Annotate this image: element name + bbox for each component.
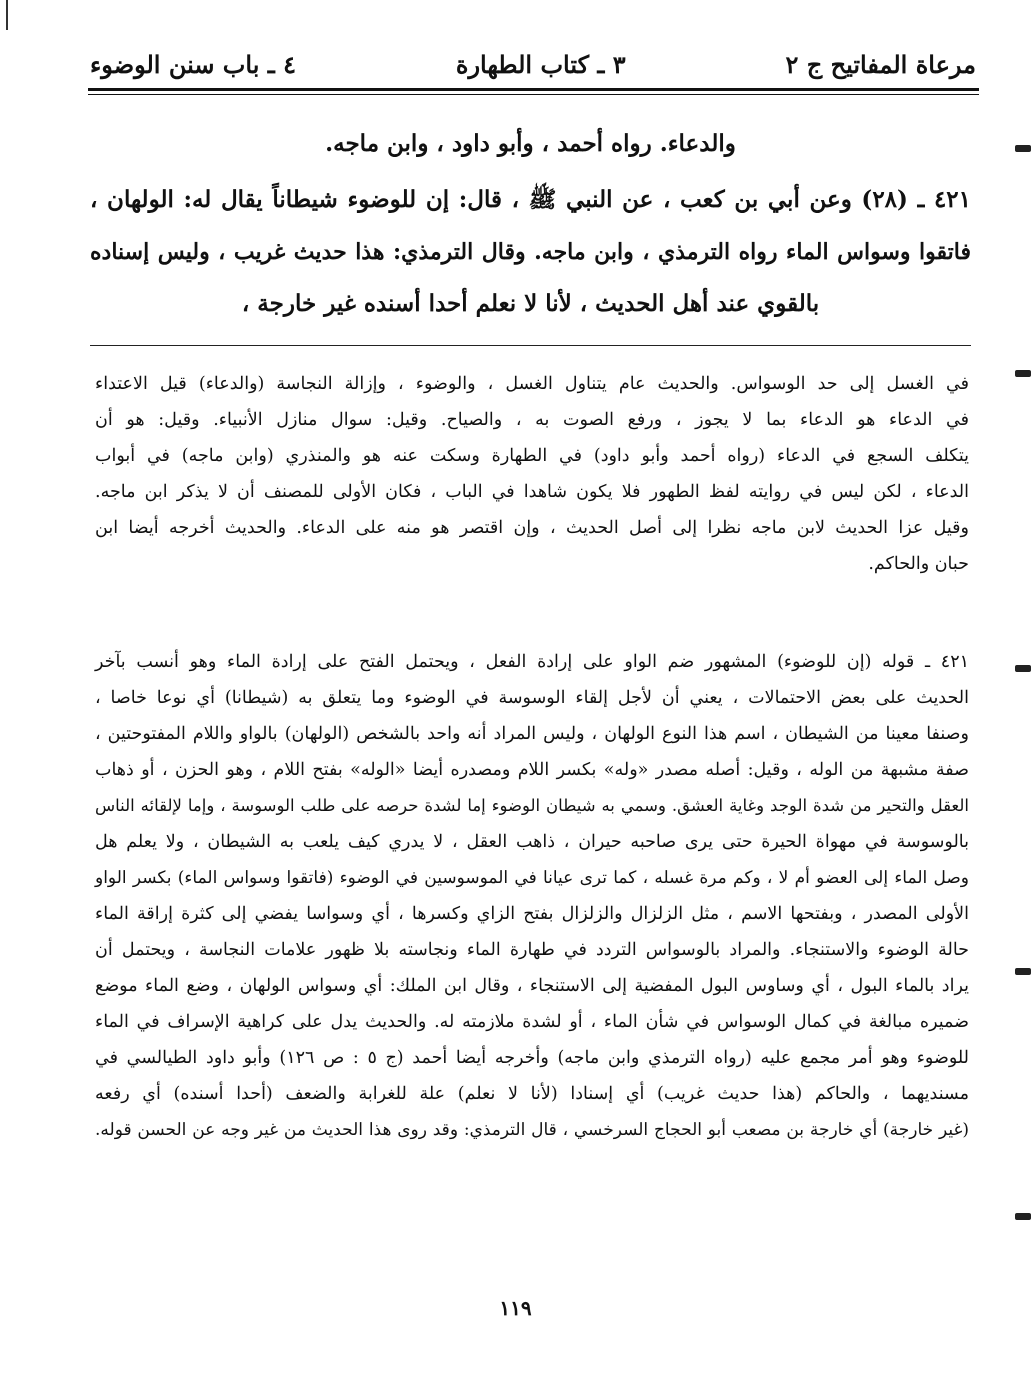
commentary-paragraph-2 (95, 644, 969, 1148)
scan-edge-mark (1015, 1213, 1031, 1220)
matn-line: فاتقوا وسواس الماء رواه الترمذي ، وابن ماجه. وقال الترمذي: هذا حديث غريب ، وليس إسناده (90, 239, 971, 265)
matn-hadith-421 (90, 174, 971, 330)
matn-continuation (90, 118, 971, 170)
crop-mark (6, 0, 8, 30)
commentary-line: للوضوء وهو أمر مجمع عليه (رواه الترمذي وابن ماجه) وأخرجه أيضا أحمد (ج ٥ : ص ١٢٦) وأبو داود الطيالسي في (95, 1048, 969, 1068)
matn-sharh-divider (90, 345, 971, 346)
commentary-line: حالة الوضوء والاستنجاء. والمراد بالوسواس التردد في طهارة الماء ونجاسته بلا ظهور علامات النجاسة ، ويحتمل أن (95, 940, 969, 960)
scan-edge-mark (1015, 370, 1031, 377)
commentary-line: (غير خارجة) أي خارجة بن مصعب أبو الحجاج السرخسي ، قال الترمذي: وقد روى هذا الحديث من غير وجه عن الحسن قوله. (95, 1120, 969, 1140)
commentary-line: وصل الماء إلى العضو أم لا ، وكم مرة غسله ، كما ترى عيانا في الموسوسين في الوضوء (فاتقوا وسواس الماء) بكسر الواو (95, 868, 969, 888)
chapter-title: ٣ ـ كتاب الطهارة (455, 49, 626, 79)
commentary-line: وصنفا معينا من الشيطان ، اسم هذا النوع الولهان ، وليس المراد أنه واحد بالشخص (الولهان) بالواو واللام المفتوحتين ، (95, 724, 969, 744)
commentary-line: بالوسوسة في مهواة الحيرة حتى يرى صاحبه حيران ، ذاهب العقل ، لا يدري كيف يلعب به الشيطان ، ولا يعلم هل (95, 832, 969, 852)
matn-line: ٤٢١ ـ (٢٨) وعن أبي بن كعب ، عن النبي ﷺ ، قال: إن للوضوء شيطاناً يقال له: الولهان ، (90, 186, 971, 213)
commentary-line: مسنديهما ، والحاكم (هذا حديث غريب) أي إسنادا (لأنا لا نعلم) علة للغرابة والضعف (أحدا أسنده) أي رفعه (95, 1084, 969, 1104)
commentary-line: الأولى المصدر ، وبفتحها الاسم ، مثل الزلزال والزلزال بفتح الزاي وكسرها ، أي وسواسا يفضي إلى كثرة إراقة الماء (95, 904, 969, 924)
commentary-line: وقيل عزا الحديث لابن ماجه نظرا إلى أصل الحديث ، وإن اقتصر هو منه على الدعاء. والحديث أخرجه أيضا ابن (95, 518, 969, 538)
scan-edge-mark (1015, 145, 1031, 152)
commentary-line: العقل والتحير من شدة الوجد وغاية العشق. وسمي به شيطان الوضوء إما لشدة حرصه على طلب الوسوسة ، وإما لإلقائه الناس (95, 796, 969, 815)
commentary-line: في الغسل إلى حد الوسواس. والحديث عام يتناول الغسل ، والوضوء ، وإزالة النجاسة (والدعاء) قيل الاعتداء (95, 374, 969, 394)
commentary-line: ضميره مبالغة في كمال الوسواس في شأن الماء ، أو لشدة ملازمته له. والحديث يدل على كراهية الإسراف في الماء (95, 1012, 969, 1032)
section-title: ٤ ـ باب سنن الوضوء (90, 49, 297, 79)
scan-edge-mark (1015, 665, 1031, 672)
book-title: مرعاة المفاتيح ج ٢ (785, 49, 976, 79)
commentary-line: الحديث على بعض الاحتمالات ، يعني أن لأجل إلقاء الوسوسة في الوضوء وما يتعلق به (شيطانا) أي نوعا خاصا ، (95, 688, 969, 708)
commentary-line: حبان والحاكم. (868, 554, 969, 574)
header-rule-thin (88, 94, 979, 95)
page-number: ١١٩ (499, 1296, 532, 1320)
header-rule-thick (88, 88, 979, 91)
matn-line: بالقوي عند أهل الحديث ، لأنا لا نعلم أحدا أسنده غير خارجة ، (241, 290, 820, 317)
commentary-line: الدعاء ، لكن ليس في روايته لفظ الطهور فلا يكون شاهدا في الباب ، فكان الأولى للمصنف أن لا يذكر ابن ماجه. (95, 482, 969, 502)
scan-edge-mark (1015, 968, 1031, 975)
commentary-line: يتكلف السجع في الدعاء (رواه أحمد وأبو داود) في الطهارة وسكت عنه هو والمنذري (وابن ماجه) في أبواب (95, 446, 969, 466)
commentary-line: يراد بالماء البول ، أي وساوس البول المفضية إلى الاستنجاء ، وقال ابن الملك: أي وسواس الولهان ، وضع الماء موضع (95, 976, 969, 996)
matn-line: والدعاء. رواه أحمد ، وأبو داود ، وابن ماجه. (325, 130, 736, 157)
commentary-paragraph-1 (95, 366, 969, 582)
commentary-line: ٤٢١ ـ قوله (إن للوضوء) المشهور ضم الواو على إرادة الفعل ، ويحتمل الفتح على إرادة الماء وهو أنسب بآخر (95, 652, 969, 672)
running-header (90, 44, 976, 84)
commentary-line: صفة مشبهة من الوله ، وقيل: أصله مصدر «وله» بكسر اللام ومصدره أيضا «الوله» بفتح اللام ، وهو الحزن ، أو ذهاب (95, 760, 969, 780)
commentary-line: في الدعاء هو الدعاء بما لا يجوز ، ورفع الصوت به ، والصياح. وقيل: سوال منازل الأنبياء. وقيل: هو أن (95, 410, 969, 430)
